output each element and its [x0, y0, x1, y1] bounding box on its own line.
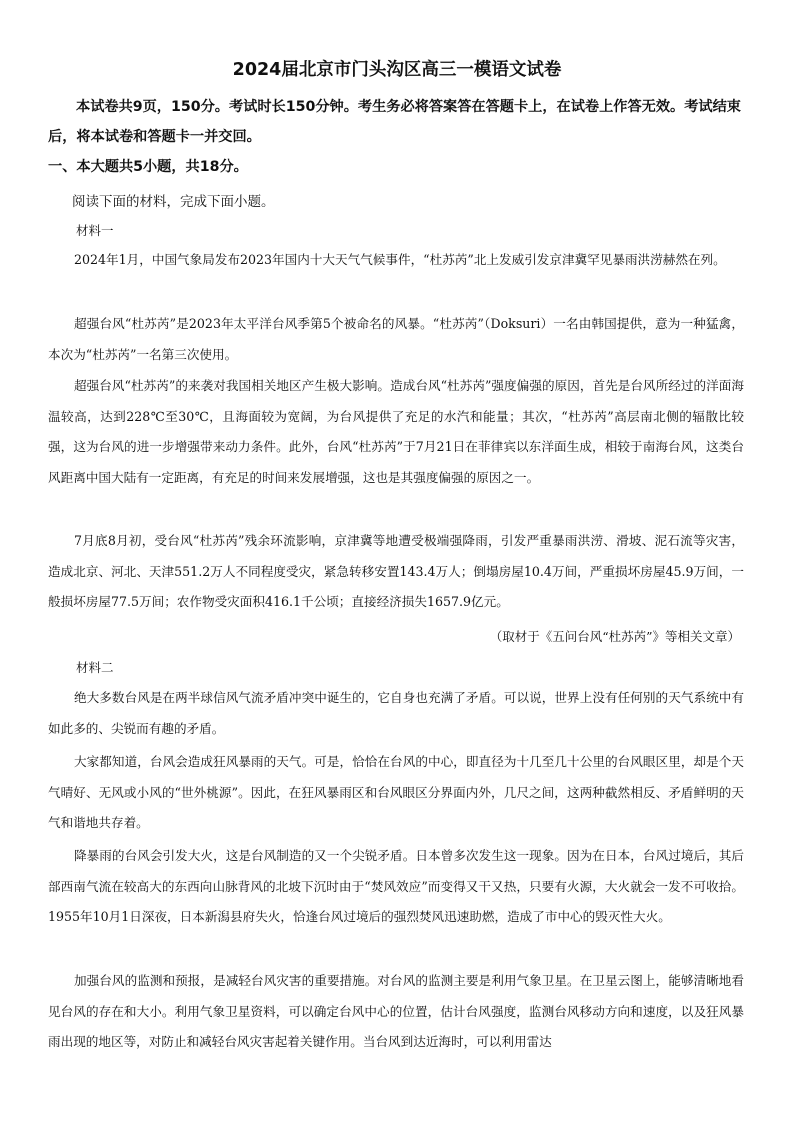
material-1-paragraph-4: 7月底8月初，受台风“杜苏芮”残余环流影响，京津冀等地遭受极端强降雨，引发严重暴雨洪涝、滑坡、泥石流等灾害，造成北京、河北、天津551.2万人不同程度受灾，紧急转移安置143.4万人；倒塌房屋10.4万间，严重损坏房屋45.9万间，一般损坏房屋77.5万间；农作物受灾面积416.1千公顷；直接经济损失1657.9亿元。	[48, 533, 744, 609]
page-title: 2024届北京市门头沟区高三一模语文试卷	[232, 60, 562, 80]
material-2-label: 材料二	[76, 660, 114, 675]
material-2-paragraph-3: 降暴雨的台风会引发大火，这是台风制造的又一个尖锐矛盾。日本曾多次发生这一现象。因为在日本，台风过境后，其后部西南气流在较高大的东西向山脉背风的北坡下沉时由于“焚风效应”而变得又干又热，只要有火源，大火就会一发不可收拾。1955年10月1日深夜，日本新潟县府失火，恰逢台风过境后的强烈焚风迅速助燃，造成了市中心的毁灭性大火。	[48, 848, 744, 924]
material-2-paragraph-2: 大家都知道，台风会造成狂风暴雨的天气。可是，恰恰在台风的中心，即直径为十几至几十公里的台风眼区里，却是个天气晴好、无风或小风的“世外桃源”。因此，在狂风暴雨区和台风眼区分界面内外，几尺之间，这两种截然相反、矛盾鲜明的天气和谐地共存着。	[48, 754, 744, 830]
material-1-paragraph-3: 超强台风“杜苏芮”的来袭对我国相关地区产生极大影响。造成台风“杜苏芮”强度偏强的原因，首先是台风所经过的洋面海温较高，达到228℃至30℃，且海面较为宽阔，为台风提供了充足的水汽和能量；其次，“杜苏芮”高层南北侧的辐散比较强，这为台风的进一步增强带来动力条件。此外，台风“杜苏芮”于7月21日在菲律宾以东洋面生成，相较于南海台风，这类台风距离中国大陆有一定距离，有充足的时间来发展增强，这也是其强度偏强的原因之一。	[48, 378, 744, 485]
material-1-paragraph-1: 2024年1月，中国气象局发布2023年国内十大天气气候事件，“杜苏芮”北上发威引发京津冀罕见暴雨洪涝赫然在列。	[74, 252, 726, 267]
material-1-paragraph-2: 超强台风“杜苏芮”是2023年太平洋台风季第5个被命名的风暴。“杜苏芮”（Doksuri）一名由韩国提供，意为一种猛禽，本次为“杜苏芮”一名第三次使用。	[48, 316, 744, 362]
material-2-paragraph-1: 绝大多数台风是在两半球信风气流矛盾冲突中诞生的，它自身也充满了矛盾。可以说，世界上没有任何别的天气系统中有如此多的、尖锐而有趣的矛盾。	[48, 690, 744, 736]
exam-instructions	[48, 92, 748, 152]
material-2-paragraph-4: 加强台风的监测和预报，是减轻台风灾害的重要措施。对台风的监测主要是利用气象卫星。在卫星云图上，能够清晰地看见台风的存在和大小。利用气象卫星资料，可以确定台风中心的位置，估计台风强度，监测台风移动方向和速度，以及狂风暴雨出现的地区等，对防止和减轻台风灾害起着关键作用。当台风到达近海时，可以利用雷达	[48, 973, 744, 1049]
exam-instructions-text: 本试卷共9页，150分。考试时长150分钟。考生务必将答案答在答题卡上，在试卷上作答无效。考试结束后，将本试卷和答题卡一并交回。	[48, 99, 741, 145]
section-heading: 一、本大题共5小题，共18分。	[48, 159, 248, 175]
reading-instruction: 阅读下面的材料，完成下面小题。	[72, 194, 275, 210]
material-1-label: 材料一	[76, 223, 114, 238]
material-1-source: （取材于《五问台风“杜苏芮”》等相关文章）	[489, 629, 740, 644]
